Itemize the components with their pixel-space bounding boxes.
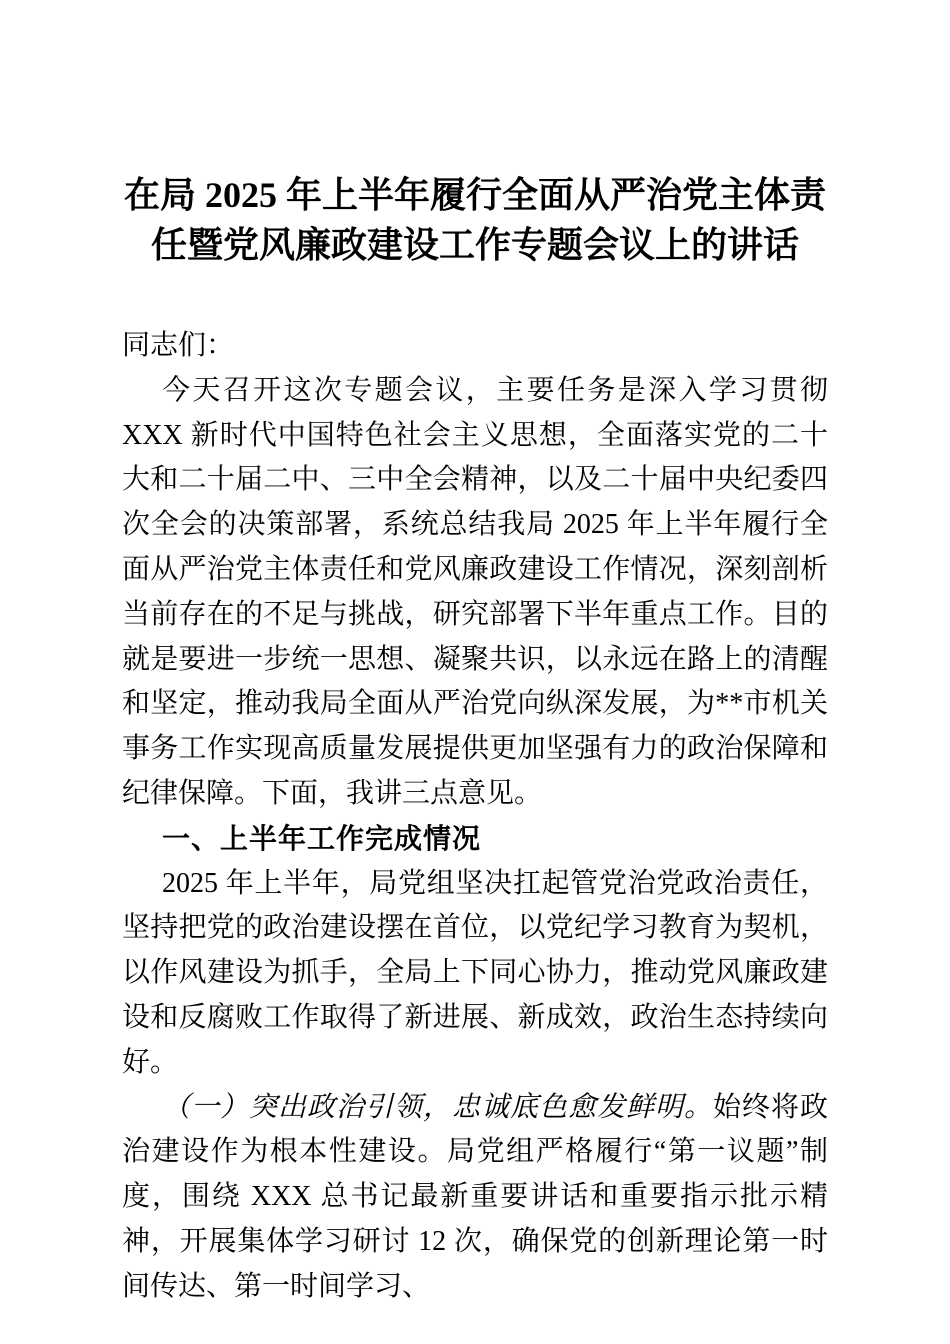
section-1-heading: 一、上半年工作完成情况 [162, 822, 482, 854]
document-title [0, 0, 950, 270]
salutation: 同志们： [122, 330, 235, 361]
subsection-1-lead: （一）突出政治引领，忠诚底色愈发鲜明。 [162, 1091, 713, 1123]
section-1-intro-paragraph: 2025 年上半年，局党组坚决扛起管党治党政治责任，坚持把党的政治建设摆在首位，以党纪学习教育为契机，以作风建设为抓手，全局上下同心协力，推动党风廉政建设和反腐败工作取得了新进展、新成效，政治生态持续向好。 [122, 867, 828, 1078]
document-title-line-1: 在局 2025 年上半年履行全面从严治党主体责 [123, 175, 826, 215]
document-title-line-2: 任暨党风廉政建设工作专题会议上的讲话 [150, 225, 799, 265]
document-body [122, 324, 828, 1310]
opening-paragraph: 今天召开这次专题会议，主要任务是深入学习贯彻 XXX 新时代中国特色社会主义思想，全面落实党的二十大和二十届二中、三中全会精神，以及二十届中央纪委四次全会的决策部署，系统总结我局 2025 年上半年履行全面从严治党主体责任和党风廉政建设工作情况，深刻剖析当前存在的不足与挑战，研究部署下半年重点工作。目的就是要进一步统一思想、凝聚共识，以永远在路上的清醒和坚定，推动我局全面从严治党向纵深发展，为**市机关事务工作实现高质量发展提供更加坚强有力的政治保障和纪律保障。下面，我讲三点意见。 [122, 374, 828, 809]
subsection-1-body: 始终将政治建设作为根本性建设。局党组严格履行“第一议题”制度，围绕 XXX 总书记最新重要讲话和重要指示批示精神，开展集体学习研讨 12 次，确保党的创新理论第一时间传达、第一时间学习、 [122, 1091, 828, 1302]
subsection-1-paragraph [122, 1086, 828, 1310]
